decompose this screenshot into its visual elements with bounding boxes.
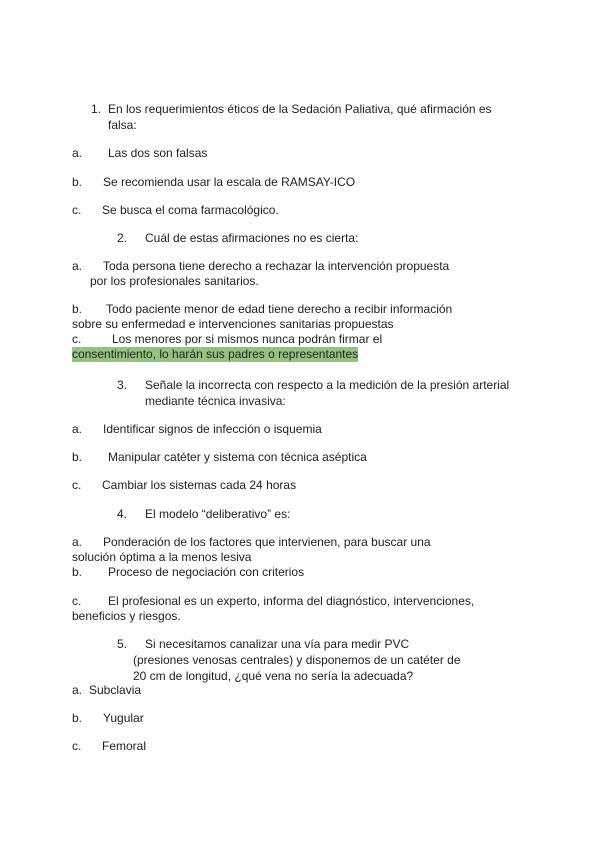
option-text: Las dos son falsas — [108, 146, 208, 160]
option-letter: a. — [72, 146, 83, 160]
option-text: beneficios y riesgos. — [72, 609, 181, 623]
option-text: consentimiento, lo harán sus padres o representantes — [72, 347, 359, 361]
option-letter: a. — [72, 683, 83, 697]
question-5-text: (presiones venosas centrales) y disponemos de un catéter de — [133, 653, 461, 667]
option-text: por los profesionales sanitarios. — [90, 274, 259, 288]
option-letter: a. — [72, 422, 83, 436]
option-text: Identificar signos de infección o isquemia — [103, 422, 322, 436]
option-text: Femoral — [102, 739, 147, 753]
option-letter: c. — [72, 594, 82, 608]
option-text: Yugular — [103, 711, 144, 725]
question-3-text: Señale la incorrecta con respecto a la medición de la presión arterial — [145, 378, 510, 392]
option-letter: c. — [72, 478, 82, 492]
option-letter: b. — [72, 711, 83, 725]
option-letter: c. — [72, 332, 82, 346]
option-text: Subclavia — [89, 683, 142, 697]
option-text: El profesional es un experto, informa del diagnóstico, intervenciones, — [108, 594, 475, 608]
question-3-number: 3. — [117, 378, 128, 392]
question-1-text: falsa: — [108, 118, 137, 132]
option-text: Proceso de negociación con criterios — [108, 565, 305, 579]
option-letter: b. — [72, 175, 83, 189]
option-text: Ponderación de los factores que intervienen, para buscar una — [103, 535, 431, 549]
option-letter: b. — [72, 565, 83, 579]
option-text: Los menores por si mismos nunca podrán firmar el — [112, 332, 383, 346]
question-5-text: Si necesitamos canalizar una vía para medir PVC — [145, 637, 410, 651]
option-letter: a. — [72, 259, 83, 273]
option-letter: a. — [72, 535, 83, 549]
question-5-number: 5. — [117, 637, 128, 651]
option-text: Toda persona tiene derecho a rechazar la intervención propuesta — [103, 259, 450, 273]
question-4-text: El modelo “deliberativo” es: — [145, 507, 291, 521]
option-letter: b. — [72, 302, 83, 316]
question-1-text: En los requerimientos éticos de la Sedación Paliativa, qué afirmación es — [108, 102, 492, 116]
option-letter: b. — [72, 450, 83, 464]
option-text: Cambiar los sistemas cada 24 horas — [102, 478, 297, 492]
option-text: Manipular catéter y sistema con técnica aséptica — [108, 450, 367, 464]
question-2-number: 2. — [117, 231, 128, 245]
option-letter: c. — [72, 739, 82, 753]
option-text: Se busca el coma farmacológico. — [102, 203, 279, 217]
question-2-text: Cuál de estas afirmaciones no es cierta: — [145, 231, 359, 245]
option-text: Se recomienda usar la escala de RAMSAY-ICO — [103, 175, 356, 189]
option-text: Todo paciente menor de edad tiene derecho a recibir información — [106, 302, 453, 316]
option-text: solución óptima a la menos lesiva — [72, 550, 252, 564]
question-3-text: mediante técnica invasiva: — [145, 394, 286, 408]
question-4-number: 4. — [117, 507, 128, 521]
question-5-text: 20 cm de longitud, ¿qué vena no sería la adecuada? — [133, 669, 414, 683]
question-1-number: 1. — [91, 102, 102, 116]
option-text: sobre su enfermedad e intervenciones sanitarias propuestas — [72, 317, 394, 331]
option-letter: c. — [72, 203, 82, 217]
